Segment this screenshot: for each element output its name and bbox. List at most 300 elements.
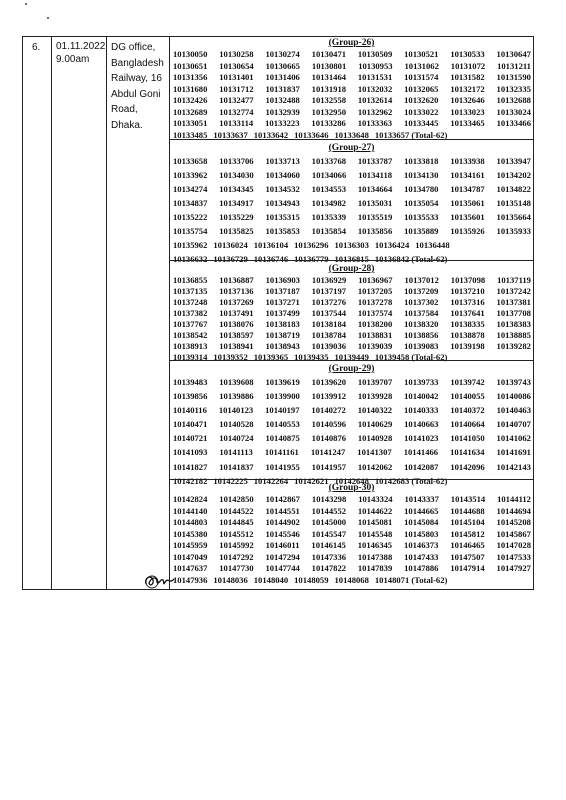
roll-number: 10131837 (265, 83, 300, 94)
roll-number: 10138856 (404, 330, 439, 340)
roll-row (169, 506, 534, 518)
roll-number: 10142648 (334, 475, 369, 486)
venue-line: Bangladesh (111, 57, 164, 69)
roll-number: 10132688 (496, 95, 531, 105)
roll-number: 10133485 (173, 129, 208, 140)
roll-number: 10137205 (357, 286, 393, 296)
roll-number: 10130651 (173, 60, 208, 71)
roll-number: 10139733 (404, 377, 439, 387)
roll-row (169, 49, 534, 61)
roll-group (169, 479, 534, 590)
roll-number: 10148036 (213, 574, 248, 585)
roll-number: 10141307 (357, 447, 392, 458)
roll-number: 10137574 (357, 308, 393, 318)
roll-number: 10142867 (265, 494, 300, 504)
roll-number: 10137210 (450, 286, 485, 296)
group-title: (Group-27) (328, 143, 375, 153)
roll-number: 10148040 (253, 574, 289, 585)
roll-number: 10135854 (311, 226, 347, 236)
roll-number: 10140042 (404, 391, 439, 402)
roll-number: 10134130 (404, 170, 439, 180)
roll-row (169, 460, 534, 474)
roll-row (169, 389, 534, 403)
roll-row (169, 224, 534, 238)
roll-number: 10139707 (357, 377, 393, 387)
roll-number: 10133646 (294, 129, 329, 140)
roll-number: 10141113 (219, 447, 253, 458)
roll-number: 10144902 (265, 517, 300, 527)
roll-number: 10144665 (404, 505, 439, 516)
roll-number: 10137641 (450, 308, 485, 318)
roll-number: 10136903 (265, 275, 300, 285)
roll-number: 10135601 (450, 212, 485, 222)
roll-number: 10140875 (265, 433, 300, 444)
venue-line: Dhaka. (111, 119, 143, 131)
roll-row (169, 529, 534, 541)
roll-row (169, 403, 534, 417)
roll-number: 10134161 (450, 170, 485, 180)
roll-number: 10147294 (265, 551, 300, 562)
group-title: (Group-26) (328, 38, 375, 48)
roll-number: 10136967 (358, 275, 393, 285)
roll-number: 10131072 (450, 60, 486, 71)
roll-number: 10137544 (311, 308, 347, 318)
roll-row (169, 563, 534, 575)
roll-number: 10144622 (357, 505, 393, 516)
roll-number: 10132939 (265, 106, 300, 117)
roll-number: 10134553 (311, 184, 347, 194)
roll-number: 10141837 (219, 461, 254, 472)
roll-number: 10138719 (265, 330, 300, 340)
roll-number: 10147927 (496, 563, 531, 573)
roll-number: 10140707 (496, 419, 531, 430)
roll-number: 10136815 (334, 254, 369, 264)
roll-number: 10135148 (496, 198, 531, 208)
roll-number: 10140197 (265, 405, 300, 416)
roll-number: 10133962 (173, 170, 208, 180)
column-divider (106, 36, 107, 590)
roll-number: 10133713 (265, 156, 300, 166)
roll-row (169, 154, 534, 168)
roll-number: 10135061 (450, 198, 485, 208)
roll-number: 10132620 (404, 95, 439, 105)
roll-number: 10143298 (311, 494, 347, 504)
roll-number: 10132950 (311, 106, 347, 117)
roll-number: 10133787 (357, 156, 393, 166)
roll-number: 10138943 (265, 341, 300, 351)
roll-number: 10142683 (Total-62) (374, 475, 448, 486)
roll-number: 10139483 (173, 377, 208, 387)
roll-number: 10146011 (265, 540, 300, 550)
roll-row (169, 61, 534, 73)
serial-number: 6. (32, 42, 41, 53)
roll-number: 10132488 (265, 95, 300, 105)
roll-number: 10138542 (173, 330, 208, 340)
roll-row (169, 319, 534, 330)
roll-number: 10140724 (219, 433, 254, 444)
roll-number: 10138383 (496, 319, 531, 329)
roll-number: 10136746 (253, 254, 289, 264)
roll-number: 10144845 (219, 517, 254, 527)
roll-number: 10135853 (265, 226, 300, 236)
roll-row (169, 168, 534, 182)
exam-venue (111, 40, 163, 133)
roll-number: 10142264 (253, 475, 289, 486)
roll-number: 10137098 (450, 275, 486, 285)
roll-number: 10136104 (253, 240, 289, 250)
group-title: (Group-29) (328, 364, 375, 374)
roll-number: 10133706 (219, 156, 254, 166)
roll-row (169, 540, 534, 552)
roll-number: 10136303 (334, 240, 369, 250)
roll-number: 10139036 (311, 341, 347, 351)
venue-line: Railway, 16 (111, 73, 162, 84)
roll-number: 10142824 (173, 494, 208, 504)
roll-number: 10142096 (450, 461, 485, 472)
roll-number: 10135229 (219, 212, 254, 222)
roll-number: 10139039 (357, 341, 393, 351)
roll-number: 10142062 (357, 461, 393, 472)
roll-number: 10132426 (173, 95, 208, 105)
roll-number: 10133445 (404, 118, 439, 128)
roll-number: 10145959 (173, 540, 208, 550)
roll-number: 10133642 (253, 129, 289, 140)
roll-number: 10148068 (334, 574, 369, 585)
roll-number: 10133114 (219, 118, 254, 128)
roll-group (169, 360, 534, 486)
roll-number: 10142225 (213, 475, 248, 486)
roll-number: 10135825 (219, 226, 254, 236)
roll-number: 10135933 (496, 226, 531, 236)
roll-number: 10140372 (450, 405, 485, 416)
roll-number: 10138200 (357, 319, 393, 329)
group-title: (Group-30) (328, 483, 375, 493)
roll-number: 10134345 (219, 184, 254, 194)
roll-number: 10137119 (497, 275, 531, 285)
roll-number: 10133768 (311, 156, 347, 166)
roll-number: 10133648 (334, 129, 369, 140)
roll-number: 10132614 (357, 95, 393, 105)
roll-number: 10145208 (496, 517, 531, 527)
roll-number: 10137708 (496, 308, 531, 318)
roll-number: 10133023 (450, 106, 485, 117)
roll-number: 10145547 (311, 528, 347, 539)
roll-number: 10131680 (173, 83, 208, 94)
roll-row (169, 118, 534, 130)
roll-number: 10141827 (173, 461, 208, 472)
roll-row (169, 517, 534, 529)
roll-number: 10130801 (311, 60, 347, 71)
roll-group (169, 260, 534, 360)
roll-row (169, 330, 534, 341)
roll-number: 10136855 (173, 275, 208, 285)
roll-number: 10130647 (496, 49, 531, 59)
roll-number: 10136632 (173, 254, 208, 264)
roll-number: 10136024 (213, 240, 248, 250)
roll-number: 10147336 (311, 551, 347, 562)
roll-number: 10131464 (311, 72, 347, 82)
roll-number: 10144803 (173, 517, 208, 527)
roll-number: 10137302 (404, 297, 439, 307)
roll-number: 10140116 (173, 405, 207, 416)
roll-number: 10137499 (265, 308, 300, 318)
roll-number: 10136448 (415, 240, 450, 250)
roll-group (169, 36, 534, 139)
roll-number: 10130654 (219, 60, 254, 71)
roll-number: 10145803 (404, 528, 439, 539)
roll-number: 10137012 (404, 275, 439, 285)
signature-mark (143, 570, 177, 592)
roll-number: 10141955 (265, 461, 300, 472)
roll-number: 10134030 (219, 170, 254, 180)
roll-number: 10135533 (404, 212, 439, 222)
roll-number: 10136887 (219, 275, 254, 285)
roll-number: 10131590 (496, 72, 531, 82)
venue-line: Abdul Goni (111, 88, 161, 100)
roll-number: 10138941 (219, 341, 254, 351)
roll-number: 10141691 (496, 447, 531, 458)
roll-number: 10137278 (357, 297, 393, 307)
roll-number: 10140123 (218, 405, 254, 416)
roll-number: 10139314 (173, 352, 208, 362)
roll-number: 10139083 (404, 341, 439, 351)
roll-number: 10139365 (253, 352, 289, 362)
roll-number: 10140528 (219, 419, 254, 430)
roll-row (169, 308, 534, 319)
roll-number: 10134787 (450, 184, 485, 194)
roll-number: 10133465 (450, 118, 485, 128)
roll-number: 10134917 (219, 198, 254, 208)
roll-number: 10147533 (496, 551, 531, 562)
roll-row (169, 552, 534, 564)
roll-number: 10135031 (357, 198, 393, 208)
exam-time: 9.00am (56, 54, 90, 65)
roll-number: 10133022 (404, 106, 439, 117)
roll-number: 10133947 (496, 156, 531, 166)
roll-number: 10144694 (496, 505, 531, 516)
roll-number: 10137382 (173, 308, 208, 318)
roll-number: 10135962 (173, 240, 208, 250)
roll-number: 10140721 (173, 433, 208, 444)
roll-number: 10131356 (173, 72, 208, 82)
roll-number: 10140086 (496, 391, 531, 402)
roll-number: 10132172 (450, 83, 485, 94)
roll-number: 10139449 (334, 352, 369, 362)
roll-number: 10140471 (173, 419, 208, 430)
roll-number: 10145992 (219, 540, 254, 550)
roll-number: 10138320 (404, 319, 439, 329)
roll-number: 10140322 (357, 405, 393, 416)
roll-number: 10138183 (265, 319, 300, 329)
roll-number: 10133051 (173, 118, 208, 128)
roll-number: 10140055 (450, 391, 485, 402)
roll-number: 10130521 (404, 49, 439, 59)
roll-number: 10141634 (450, 447, 485, 458)
roll-number: 10134066 (311, 170, 347, 180)
roll-number: 10144112 (497, 494, 531, 504)
roll-number: 10135926 (450, 226, 485, 236)
roll-number: 10132477 (219, 95, 254, 105)
roll-number: 10134780 (404, 184, 439, 194)
roll-number: 10136842 (Total-62) (374, 254, 448, 264)
roll-number: 10139742 (450, 377, 485, 387)
roll-number: 10141062 (496, 433, 531, 444)
roll-number: 10145380 (173, 528, 208, 539)
roll-number: 10140928 (357, 433, 393, 444)
roll-number: 10140272 (311, 405, 346, 416)
roll-row (169, 375, 534, 389)
roll-number: 10132646 (450, 95, 485, 105)
roll-number: 10130471 (311, 49, 347, 59)
roll-number: 10143514 (450, 494, 486, 504)
roll-number: 10148071 (Total-62) (374, 574, 448, 585)
roll-number: 10145867 (496, 528, 531, 539)
roll-number: 10130509 (357, 49, 393, 59)
roll-number: 10133657 (Total-62) (374, 129, 448, 140)
roll-row (169, 196, 534, 210)
roll-number: 10135856 (357, 226, 393, 236)
roll-number: 10139886 (219, 391, 254, 402)
roll-number: 10138913 (173, 341, 208, 351)
roll-number: 10145104 (450, 517, 485, 527)
roll-number: 10138878 (450, 330, 485, 340)
roll-number: 10146465 (450, 540, 485, 550)
group-title: (Group-28) (328, 264, 375, 274)
roll-number: 10134837 (173, 198, 208, 208)
roll-number: 10141093 (173, 447, 208, 458)
roll-number: 10147388 (357, 551, 393, 562)
roll-number: 10135315 (265, 212, 300, 222)
roll-row (169, 417, 534, 431)
roll-row (169, 575, 534, 587)
venue-line: Road, (111, 104, 138, 115)
roll-number: 10143324 (358, 494, 393, 504)
roll-number: 10135222 (173, 212, 208, 222)
roll-number: 10133818 (404, 156, 439, 166)
roll-number: 10137381 (496, 297, 531, 307)
roll-number: 10134822 (496, 184, 531, 194)
roll-number: 10139619 (265, 377, 300, 387)
roll-number: 10134943 (265, 198, 300, 208)
roll-number: 10141957 (311, 461, 347, 472)
roll-number: 10131582 (450, 72, 485, 82)
roll-number: 10137491 (219, 308, 254, 318)
roll-number: 10130953 (358, 60, 393, 71)
scan-speck (25, 3, 27, 5)
roll-number: 10147744 (265, 563, 300, 573)
roll-number: 10133286 (311, 118, 346, 128)
roll-number: 10140663 (404, 419, 439, 430)
roll-row (169, 95, 534, 107)
roll-row (169, 84, 534, 96)
roll-number: 10139856 (173, 391, 208, 402)
roll-number: 10145084 (404, 517, 439, 527)
roll-number: 10144140 (173, 505, 208, 516)
roll-number: 10139608 (219, 377, 254, 387)
roll-group (169, 139, 534, 264)
roll-number: 10140333 (404, 405, 439, 416)
roll-row (169, 494, 534, 506)
roll-number: 10132774 (219, 106, 254, 117)
roll-number: 10137136 (219, 286, 254, 296)
roll-number: 10140463 (496, 405, 531, 416)
roll-number: 10133223 (265, 118, 300, 128)
roll-number: 10146373 (404, 540, 439, 550)
roll-number: 10131574 (404, 72, 439, 82)
roll-number: 10139198 (450, 341, 485, 351)
roll-number: 10141023 (404, 433, 439, 444)
roll-number: 10147886 (404, 563, 439, 573)
roll-row (169, 210, 534, 224)
roll-number: 10138076 (219, 319, 254, 329)
roll-number: 10147730 (219, 563, 254, 573)
roll-number: 10136296 (294, 240, 329, 250)
roll-number: 10141466 (403, 447, 439, 458)
roll-number: 10148059 (294, 574, 329, 585)
roll-number: 10130533 (450, 49, 485, 59)
roll-row (169, 297, 534, 308)
roll-number: 10135664 (496, 212, 531, 222)
roll-number: 10133024 (496, 106, 531, 117)
roll-number: 10139928 (357, 391, 393, 402)
roll-number: 10142182 (173, 475, 208, 486)
roll-number: 10133658 (173, 156, 208, 166)
roll-number: 10145000 (311, 517, 347, 527)
roll-number: 10137271 (265, 297, 300, 307)
roll-row (169, 72, 534, 84)
roll-number: 10139620 (311, 377, 347, 387)
roll-number: 10131211 (497, 60, 531, 71)
roll-number: 10147637 (173, 563, 208, 573)
roll-number: 10140629 (357, 419, 393, 430)
roll-number: 10130274 (265, 49, 300, 59)
roll-number: 10147433 (404, 551, 439, 562)
roll-number: 10140553 (265, 419, 300, 430)
roll-number: 10141161 (264, 447, 299, 458)
roll-number: 10147049 (173, 551, 208, 562)
roll-number: 10131062 (404, 60, 439, 71)
roll-number: 10134060 (265, 170, 300, 180)
roll-number: 10133466 (496, 118, 531, 128)
roll-row (169, 238, 534, 252)
roll-number: 10139435 (294, 352, 329, 362)
roll-number: 10138784 (311, 330, 347, 340)
roll-number: 10132558 (311, 95, 347, 105)
exam-date-time (56, 40, 105, 66)
roll-row (169, 275, 534, 286)
roll-number: 10147839 (357, 563, 393, 573)
roll-number: 10139743 (496, 377, 531, 387)
roll-number: 10134202 (496, 170, 531, 180)
roll-number: 10145548 (357, 528, 393, 539)
roll-number: 10142143 (496, 461, 531, 472)
roll-row (169, 182, 534, 196)
roll-number: 10143337 (404, 494, 439, 504)
roll-number: 10134274 (173, 184, 208, 194)
roll-number: 10137269 (219, 297, 254, 307)
roll-number: 10140876 (311, 433, 347, 444)
roll-number: 10137316 (450, 297, 485, 307)
roll-number: 10147028 (496, 540, 531, 550)
roll-number: 10135519 (357, 212, 393, 222)
roll-number: 10139282 (496, 341, 531, 351)
roll-row (169, 431, 534, 445)
roll-number: 10134118 (358, 170, 393, 180)
roll-row (169, 286, 534, 297)
venue-line: DG office, (111, 42, 156, 53)
roll-number: 10139912 (311, 391, 347, 402)
roll-number: 10146345 (357, 540, 393, 550)
